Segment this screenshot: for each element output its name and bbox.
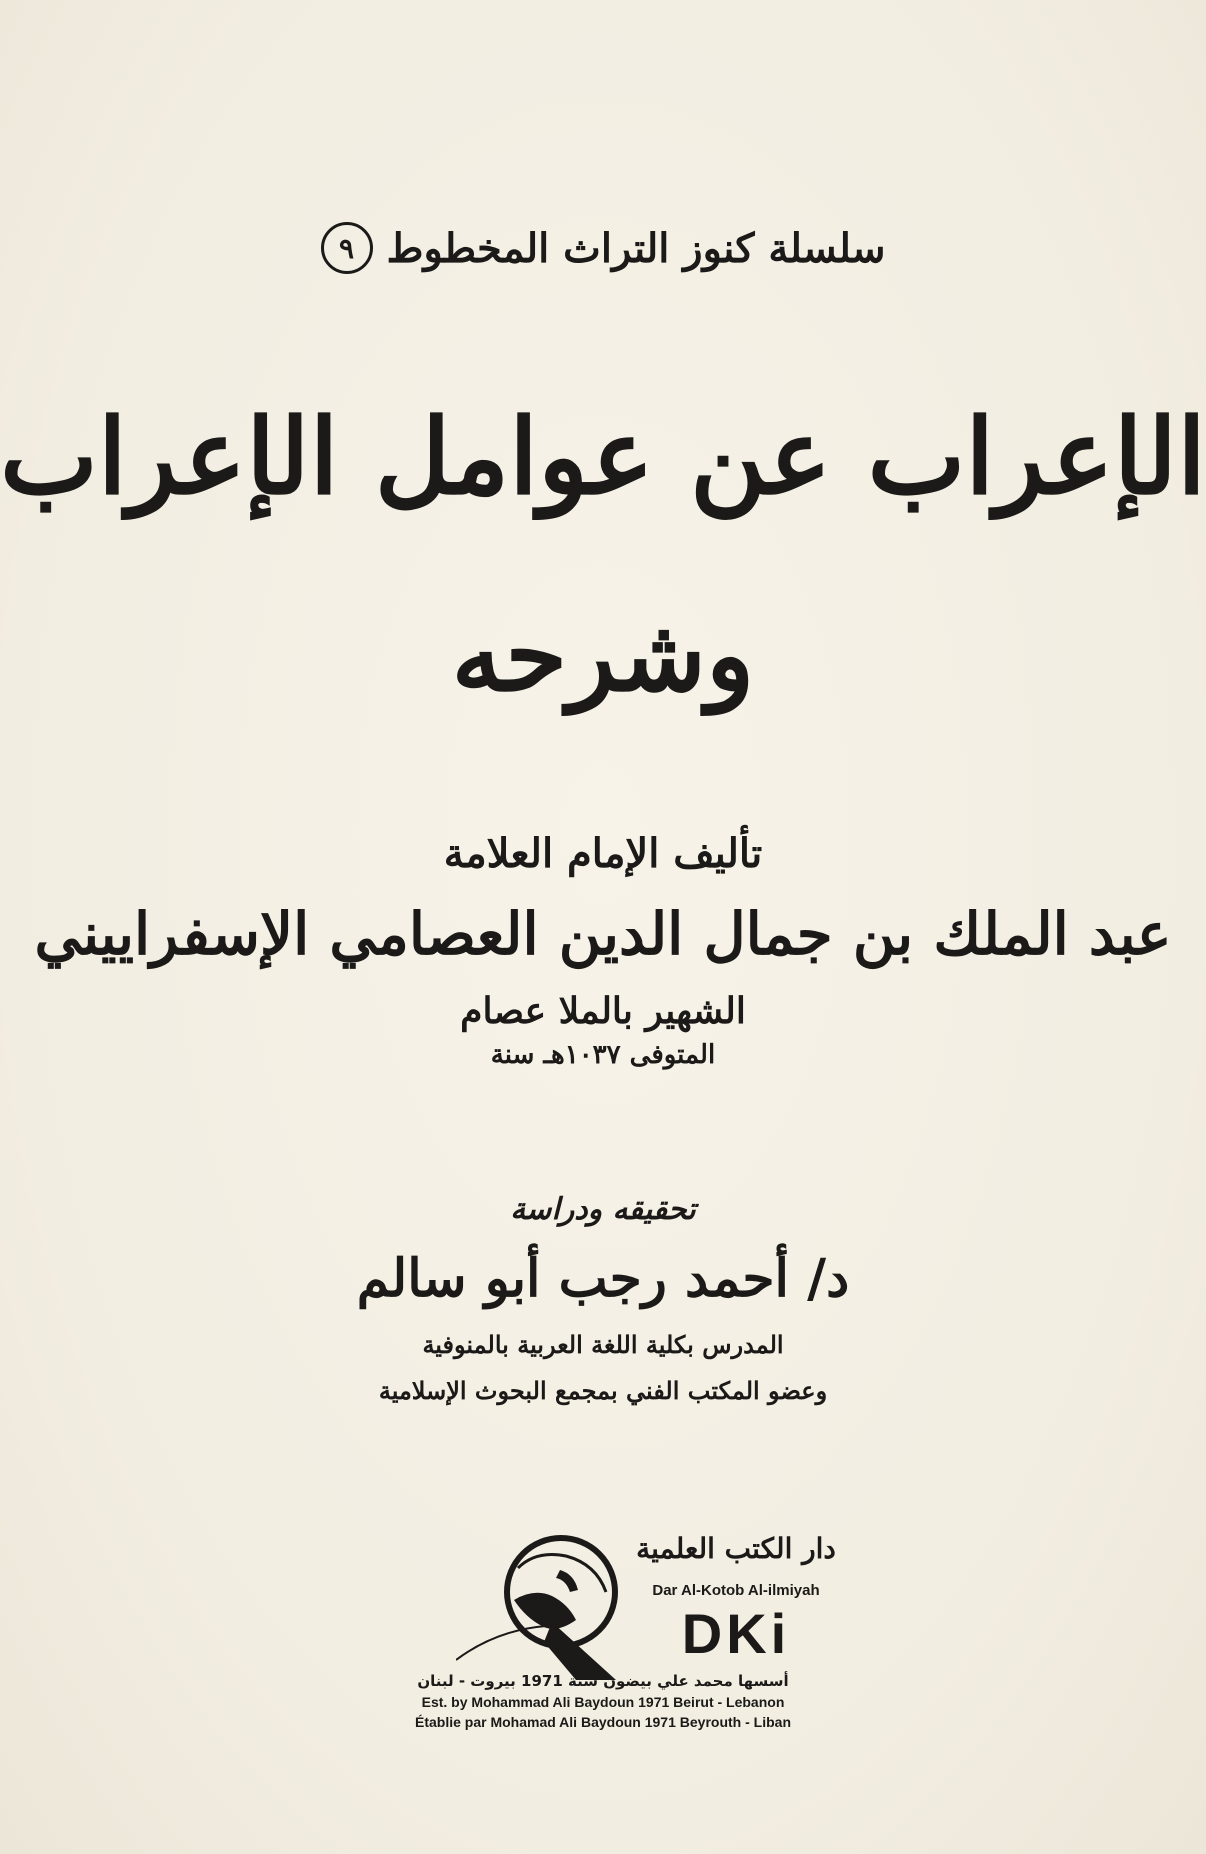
book-subtitle: وشرحه [451, 596, 755, 714]
established-english: Est. by Mohammad Ali Baydoun 1971 Beirut - Lebanon [421, 1694, 785, 1710]
publisher-logo [456, 1530, 836, 1720]
established-french: Établie par Mohamad Ali Baydoun 1971 Beyrouth - Liban [415, 1714, 791, 1730]
publisher-name-arabic: دار الكتب العلمية [636, 1532, 836, 1565]
editor-name: د/ أحمد رجب أبو سالم [356, 1248, 850, 1309]
series-number-badge: ٩ [321, 222, 373, 274]
publisher-name-english: Dar Al-Kotob Al-ilmiyah [652, 1582, 820, 1599]
editor-role-1: المدرس بكلية اللغة العربية بالمنوفية [422, 1330, 784, 1359]
author-death-date: المتوفى ١٠٣٧هـ سنة [490, 1040, 716, 1070]
author-name: عبد الملك بن جمال الدين العصامي الإسفراييني [34, 900, 1172, 968]
author-known-as: الشهير بالملا عصام [460, 990, 746, 1032]
editor-role-2: وعضو المكتب الفني بمجمع البحوث الإسلامية [378, 1376, 828, 1405]
globe-emblem-icon [456, 1530, 636, 1680]
established-arabic: أسسها محمد علي بيضون سنة 1971 بيروت - لبنان [417, 1672, 789, 1690]
series-name: سلسلة كنوز التراث المخطوط [386, 224, 886, 272]
editor-label: تحقيقه ودراسة [510, 1192, 696, 1227]
author-intro: تأليف الإمام العلامة [443, 830, 763, 877]
publisher-abbreviation: DKi [681, 1602, 791, 1665]
series-heading [0, 222, 1206, 274]
book-title: الإعراب عن عوامل الإعراب [0, 395, 1206, 518]
